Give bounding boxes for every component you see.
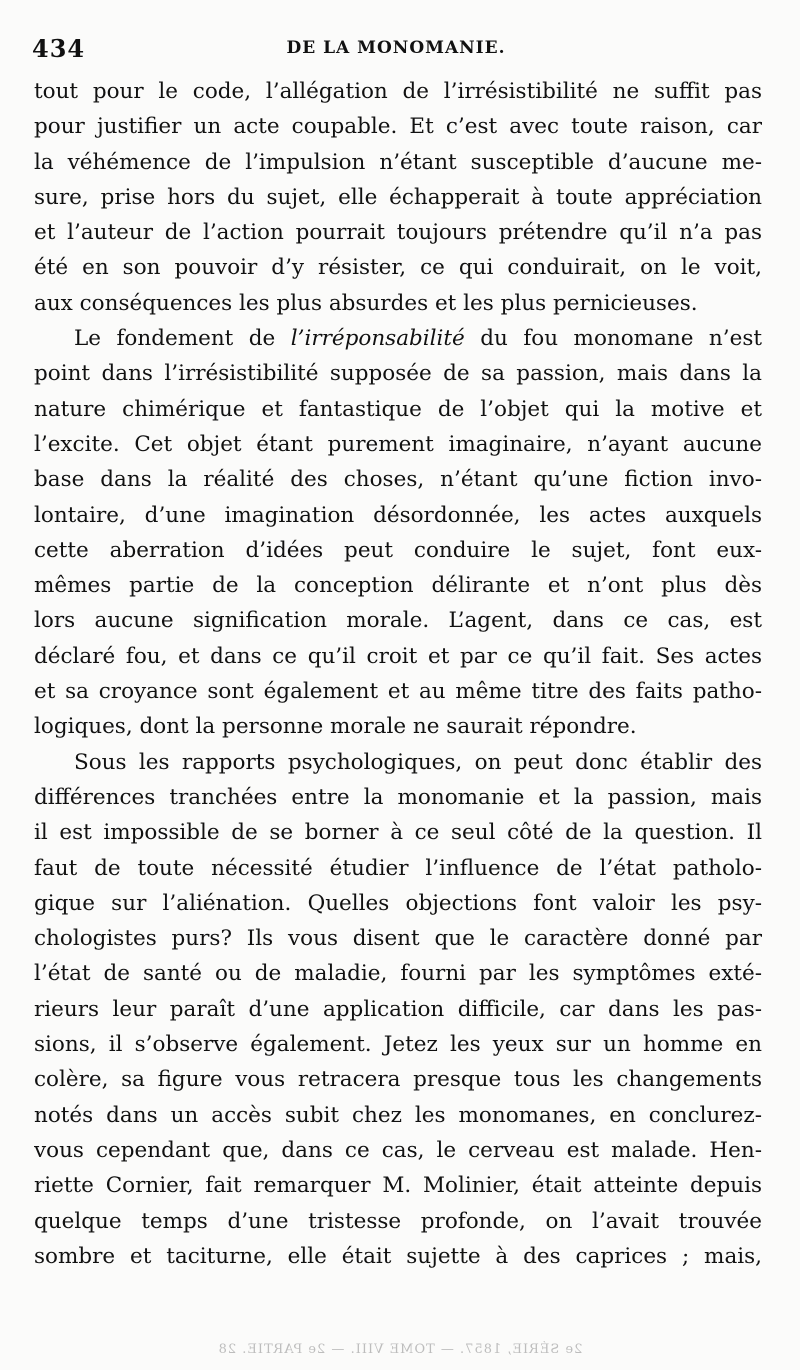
text-line: logiques, dont la personne morale ne saurait répondre. [34,714,637,740]
text-line: rieurs leur paraît d’une application difficile, car dans les pas- [34,996,762,1022]
page-header [32,34,760,64]
text-line: tout pour le code, l’allégation de l’irrésistibilité ne suffit pas [34,79,762,104]
text-line: sombre et taciturne, elle était sujette à des caprices ; mais, [34,1243,762,1269]
text-line: chologistes purs? Ils vous disent que le caractère donné par [34,926,762,952]
bleed-through-footer: 2e SÉRIE, 1857. — TOME VIII. — 2e PARTIE. 28 [217,1342,583,1357]
text-line: vous cependant que, dans ce cas, le cerveau est malade. Hen- [34,1137,762,1163]
text-line: l’état de santé ou de maladie, fourni par les symptômes exté- [34,961,762,987]
text-line: lors aucune signification morale. L’agent, dans ce cas, est [34,608,762,634]
text-line: lontaire, d’une imagination désordonnée, les actes auxquels [34,502,762,528]
text-line: colère, sa figure vous retracera presque tous les changements [34,1067,762,1093]
text-line: mêmes partie de la conception délirante et n’ont plus dès [34,573,762,599]
text-line: et l’auteur de l’action pourrait toujours prétendre qu’il n’a pas [34,220,762,246]
text-line: pour justifier un acte coupable. Et c’est avec toute raison, car [34,114,762,140]
page-number: 434 [32,34,86,63]
text-line-first [34,321,762,356]
text-line: différences tranchées entre la monomanie et la passion, mais [34,784,762,810]
text-line: cette aberration d’idées peut conduire le sujet, font eux- [34,537,762,563]
text-line: point dans l’irrésistibilité supposée de sa passion, mais dans la [34,361,762,387]
text-run: Le fondement de [74,326,291,352]
paragraph-3 [34,745,762,1274]
text-line: aux conséquences les plus absurdes et les plus pernicieuses. [34,290,698,316]
text-line: notés dans un accès subit chez les monomanes, en conclurez- [34,1102,762,1128]
text-line: été en son pouvoir d’y résister, ce qui conduirait, on le voit, [34,255,762,281]
text-line: base dans la réalité des choses, n’étant qu’une fiction invo- [34,467,762,493]
text-run: du fou monomane n’est [464,326,762,352]
text-line: Sous les rapports psychologiques, on peut donc établir des [74,749,762,775]
running-head: DE LA MONOMANIE. [286,38,506,58]
text-line: sions, il s’observe également. Jetez les yeux sur un homme en [34,1032,762,1058]
italic-term: l’irréponsabilité [290,326,465,352]
text-line: faut de toute nécessité étudier l’influence de l’état patholo- [34,855,762,881]
text-line: nature chimérique et fantastique de l’objet qui la motive et [34,396,762,422]
text-line: gique sur l’aliénation. Quelles objections font valoir les psy- [34,890,762,916]
paragraph-1 [34,74,762,321]
body-text [34,74,762,1274]
text-line: quelque temps d’une tristesse profonde, on l’avait trouvée [34,1208,762,1234]
text-line: sure, prise hors du sujet, elle échapperait à toute appréciation [34,184,762,210]
text-line: et sa croyance sont également et au même titre des faits patho- [34,679,762,705]
text-line: déclaré fou, et dans ce qu’il croit et par ce qu’il fait. Ses actes [34,643,762,669]
text-line: il est impossible de se borner à ce seul côté de la question. Il [34,820,762,846]
text-line: riette Cornier, fait remarquer M. Molinier, était atteinte depuis [34,1173,762,1199]
text-line: l’excite. Cet objet étant purement imaginaire, n’ayant aucune [34,431,762,457]
text-line: la véhémence de l’impulsion n’étant susceptible d’aucune me- [34,149,762,175]
paragraph-2 [34,321,762,745]
